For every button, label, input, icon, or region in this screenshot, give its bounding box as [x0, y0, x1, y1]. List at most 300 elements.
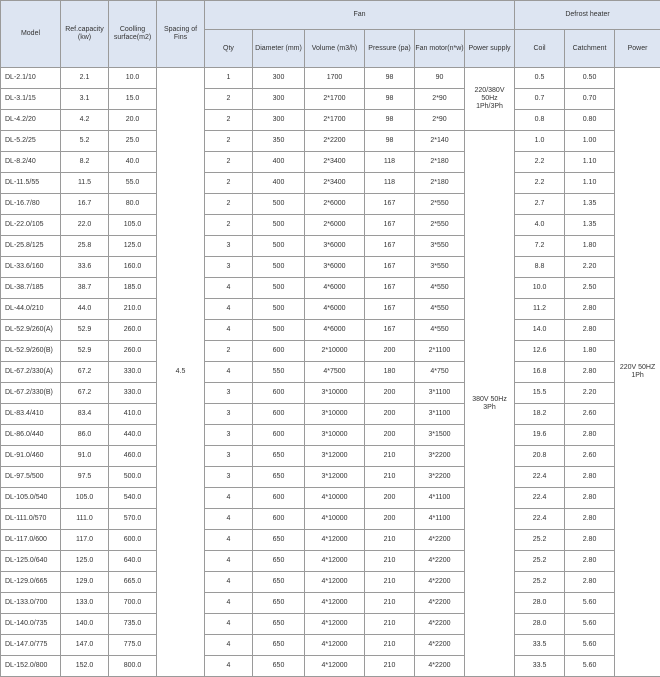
cell-fan-motor: 4*1100 — [415, 488, 465, 509]
cell-defrost-coil: 22.4 — [515, 488, 565, 509]
cell-ref-capacity: 4.2 — [61, 110, 109, 131]
cell-fan-qty: 2 — [205, 173, 253, 194]
cell-model: DL-105.0/540 — [1, 488, 61, 509]
cell-fan-volume: 4*6000 — [305, 278, 365, 299]
cell-model: DL-133.0/700 — [1, 593, 61, 614]
cell-defrost-catchment: 5.60 — [565, 614, 615, 635]
cell-fan-qty: 3 — [205, 446, 253, 467]
cell-fan-volume: 4*12000 — [305, 593, 365, 614]
cell-ref-capacity: 5.2 — [61, 131, 109, 152]
cell-model: DL-44.0/210 — [1, 299, 61, 320]
cell-cooling-surface: 260.0 — [109, 341, 157, 362]
cell-ref-capacity: 44.0 — [61, 299, 109, 320]
cell-fan-volume: 3*12000 — [305, 446, 365, 467]
cell-fan-motor: 4*2200 — [415, 572, 465, 593]
cell-fan-diameter: 600 — [253, 404, 305, 425]
cell-model: DL-83.4/410 — [1, 404, 61, 425]
cell-fan-qty: 4 — [205, 614, 253, 635]
cell-fan-qty: 2 — [205, 341, 253, 362]
cell-fan-pressure: 200 — [365, 404, 415, 425]
cell-fan-motor: 2*180 — [415, 152, 465, 173]
cell-fan-diameter: 500 — [253, 299, 305, 320]
cell-defrost-catchment: 0.70 — [565, 89, 615, 110]
cell-defrost-coil: 14.0 — [515, 320, 565, 341]
cell-fan-motor: 2*180 — [415, 173, 465, 194]
cell-fan-diameter: 650 — [253, 551, 305, 572]
cell-defrost-catchment: 2.80 — [565, 320, 615, 341]
table-row — [1, 236, 660, 257]
cell-cooling-surface: 40.0 — [109, 152, 157, 173]
cell-fan-pressure: 210 — [365, 635, 415, 656]
cell-fan-pressure: 167 — [365, 278, 415, 299]
header-defrost-group: Defrost heater — [515, 1, 660, 30]
cell-fan-qty: 4 — [205, 509, 253, 530]
cell-fan-diameter: 600 — [253, 488, 305, 509]
cell-fan-volume: 3*10000 — [305, 425, 365, 446]
cell-fan-pressure: 200 — [365, 425, 415, 446]
cell-model: DL-152.0/800 — [1, 656, 61, 677]
table-row — [1, 131, 660, 152]
cell-fan-qty: 2 — [205, 131, 253, 152]
table-row — [1, 341, 660, 362]
cell-fan-diameter: 650 — [253, 446, 305, 467]
cell-model: DL-52.9/260(B) — [1, 341, 61, 362]
cell-defrost-catchment: 2.80 — [565, 551, 615, 572]
cell-defrost-catchment: 1.35 — [565, 194, 615, 215]
cell-cooling-surface: 665.0 — [109, 572, 157, 593]
cell-fan-qty: 4 — [205, 551, 253, 572]
cell-fan-motor: 4*750 — [415, 362, 465, 383]
table-row — [1, 446, 660, 467]
cell-model: DL-147.0/775 — [1, 635, 61, 656]
cell-model: DL-125.0/640 — [1, 551, 61, 572]
cell-ref-capacity: 3.1 — [61, 89, 109, 110]
cell-fan-pressure: 98 — [365, 110, 415, 131]
cell-fan-pressure: 167 — [365, 257, 415, 278]
header-fan-volume: Volume (m3/h) — [305, 30, 365, 68]
cell-fan-qty: 3 — [205, 236, 253, 257]
table-row — [1, 194, 660, 215]
cell-fan-motor: 3*2200 — [415, 467, 465, 488]
cell-defrost-coil: 1.0 — [515, 131, 565, 152]
cell-ref-capacity: 133.0 — [61, 593, 109, 614]
cell-fan-diameter: 500 — [253, 236, 305, 257]
cell-fan-pressure: 118 — [365, 173, 415, 194]
cell-defrost-catchment: 5.60 — [565, 635, 615, 656]
cell-fan-diameter: 400 — [253, 173, 305, 194]
cell-cooling-surface: 260.0 — [109, 320, 157, 341]
header-cooling-surface: Coolling surface(m2) — [109, 1, 157, 68]
cell-ref-capacity: 152.0 — [61, 656, 109, 677]
header-fan-diameter: Diameter (mm) — [253, 30, 305, 68]
cell-defrost-catchment: 2.80 — [565, 572, 615, 593]
cell-fan-diameter: 650 — [253, 656, 305, 677]
cell-fan-qty: 4 — [205, 362, 253, 383]
cell-fan-motor: 2*550 — [415, 215, 465, 236]
cell-fan-volume: 2*2200 — [305, 131, 365, 152]
header-defrost-coil: Coil — [515, 30, 565, 68]
cell-fan-volume: 3*6000 — [305, 236, 365, 257]
cell-defrost-coil: 25.2 — [515, 530, 565, 551]
cell-defrost-catchment: 1.00 — [565, 131, 615, 152]
cell-fan-qty: 2 — [205, 215, 253, 236]
cell-fan-motor: 2*140 — [415, 131, 465, 152]
header-model: Model — [1, 1, 61, 68]
header-fan-group: Fan — [205, 1, 515, 30]
table-row — [1, 656, 660, 677]
table-row — [1, 509, 660, 530]
cell-fan-pressure: 200 — [365, 383, 415, 404]
header-fan-qty: Qty — [205, 30, 253, 68]
cell-fan-volume: 2*6000 — [305, 194, 365, 215]
cell-cooling-surface: 330.0 — [109, 383, 157, 404]
cell-fan-pressure: 210 — [365, 656, 415, 677]
cell-defrost-coil: 11.2 — [515, 299, 565, 320]
cell-defrost-catchment: 2.50 — [565, 278, 615, 299]
header-fin-spacing: Spacing of Fins — [157, 1, 205, 68]
table-row — [1, 173, 660, 194]
table-row — [1, 362, 660, 383]
cell-fan-diameter: 550 — [253, 362, 305, 383]
cell-ref-capacity: 97.5 — [61, 467, 109, 488]
cell-fan-diameter: 300 — [253, 68, 305, 89]
cell-fan-pressure: 167 — [365, 194, 415, 215]
cell-defrost-coil: 0.8 — [515, 110, 565, 131]
cell-fan-diameter: 600 — [253, 509, 305, 530]
cell-fan-motor: 90 — [415, 68, 465, 89]
cell-fan-pressure: 167 — [365, 236, 415, 257]
cell-defrost-catchment: 2.80 — [565, 362, 615, 383]
cell-defrost-coil: 16.8 — [515, 362, 565, 383]
cell-fan-motor: 4*550 — [415, 278, 465, 299]
header-fan-motor: Fan motor(n*w) — [415, 30, 465, 68]
cell-model: DL-111.0/570 — [1, 509, 61, 530]
header-ref-capacity: Ref.capacity (kw) — [61, 1, 109, 68]
cell-ref-capacity: 2.1 — [61, 68, 109, 89]
cell-cooling-surface: 440.0 — [109, 425, 157, 446]
cell-ref-capacity: 67.2 — [61, 362, 109, 383]
cell-fan-pressure: 200 — [365, 341, 415, 362]
cell-defrost-catchment: 2.80 — [565, 425, 615, 446]
table-row — [1, 404, 660, 425]
cell-fan-pressure: 200 — [365, 488, 415, 509]
cell-ref-capacity: 25.8 — [61, 236, 109, 257]
cell-model: DL-25.8/125 — [1, 236, 61, 257]
table-row — [1, 530, 660, 551]
cell-fan-volume: 4*12000 — [305, 572, 365, 593]
cell-fan-pressure: 200 — [365, 509, 415, 530]
cell-fan-pressure: 210 — [365, 467, 415, 488]
table-row — [1, 467, 660, 488]
cell-model: DL-8.2/40 — [1, 152, 61, 173]
cell-fan-pressure: 98 — [365, 131, 415, 152]
cell-fan-volume: 3*6000 — [305, 257, 365, 278]
cell-fan-qty: 4 — [205, 278, 253, 299]
cell-defrost-coil: 0.7 — [515, 89, 565, 110]
cell-ref-capacity: 147.0 — [61, 635, 109, 656]
cell-fan-volume: 4*12000 — [305, 551, 365, 572]
cell-fan-pressure: 210 — [365, 551, 415, 572]
cell-fan-volume: 3*12000 — [305, 467, 365, 488]
cell-model: DL-117.0/600 — [1, 530, 61, 551]
cell-fan-diameter: 650 — [253, 572, 305, 593]
cell-ref-capacity: 33.6 — [61, 257, 109, 278]
cell-cooling-surface: 460.0 — [109, 446, 157, 467]
cell-defrost-coil: 2.2 — [515, 152, 565, 173]
cell-fan-motor: 3*550 — [415, 236, 465, 257]
cell-model: DL-52.9/260(A) — [1, 320, 61, 341]
cell-model: DL-129.0/665 — [1, 572, 61, 593]
cell-defrost-catchment: 2.60 — [565, 404, 615, 425]
cell-cooling-surface: 500.0 — [109, 467, 157, 488]
cell-fan-diameter: 500 — [253, 194, 305, 215]
cell-fan-motor: 3*550 — [415, 257, 465, 278]
cell-fan-diameter: 650 — [253, 467, 305, 488]
cell-ref-capacity: 52.9 — [61, 341, 109, 362]
table-row — [1, 593, 660, 614]
cell-cooling-surface: 775.0 — [109, 635, 157, 656]
cell-model: DL-97.5/500 — [1, 467, 61, 488]
cell-fan-qty: 3 — [205, 425, 253, 446]
cell-fan-diameter: 500 — [253, 257, 305, 278]
table-body — [1, 68, 660, 677]
cell-defrost-coil: 33.5 — [515, 635, 565, 656]
cell-defrost-coil: 7.2 — [515, 236, 565, 257]
cell-fan-qty: 2 — [205, 152, 253, 173]
cell-fan-pressure: 210 — [365, 572, 415, 593]
cell-fan-volume: 1700 — [305, 68, 365, 89]
cell-fan-qty: 1 — [205, 68, 253, 89]
cell-defrost-catchment: 1.10 — [565, 173, 615, 194]
cell-defrost-catchment: 0.80 — [565, 110, 615, 131]
table-row — [1, 383, 660, 404]
cell-fan-diameter: 500 — [253, 215, 305, 236]
cell-defrost-catchment: 1.10 — [565, 152, 615, 173]
table-row — [1, 572, 660, 593]
cell-defrost-coil: 2.7 — [515, 194, 565, 215]
cell-fan-pressure: 118 — [365, 152, 415, 173]
cell-cooling-surface: 160.0 — [109, 257, 157, 278]
cell-defrost-coil: 22.4 — [515, 509, 565, 530]
table-row — [1, 488, 660, 509]
cell-fan-diameter: 400 — [253, 152, 305, 173]
cell-cooling-surface: 700.0 — [109, 593, 157, 614]
cell-fan-pressure: 180 — [365, 362, 415, 383]
cell-fan-qty: 4 — [205, 593, 253, 614]
cell-fan-qty: 3 — [205, 257, 253, 278]
cell-defrost-catchment: 1.80 — [565, 341, 615, 362]
cell-fan-diameter: 650 — [253, 635, 305, 656]
cell-ref-capacity: 125.0 — [61, 551, 109, 572]
cell-ref-capacity: 8.2 — [61, 152, 109, 173]
cell-ref-capacity: 117.0 — [61, 530, 109, 551]
cell-model: DL-140.0/735 — [1, 614, 61, 635]
cell-fan-qty: 4 — [205, 530, 253, 551]
cell-fan-volume: 2*6000 — [305, 215, 365, 236]
defrost-power-cell: 220V 50HZ 1Ph — [615, 68, 660, 677]
cell-fan-volume: 4*6000 — [305, 320, 365, 341]
cell-defrost-catchment: 2.80 — [565, 299, 615, 320]
cell-fan-diameter: 650 — [253, 614, 305, 635]
cell-fan-diameter: 650 — [253, 593, 305, 614]
cell-cooling-surface: 410.0 — [109, 404, 157, 425]
header-defrost-catchment: Catchment — [565, 30, 615, 68]
cell-fan-diameter: 300 — [253, 89, 305, 110]
cell-fan-volume: 3*10000 — [305, 383, 365, 404]
cell-ref-capacity: 52.9 — [61, 320, 109, 341]
cell-fan-motor: 4*1100 — [415, 509, 465, 530]
cell-fan-diameter: 500 — [253, 278, 305, 299]
cell-fan-pressure: 167 — [365, 320, 415, 341]
cell-fan-pressure: 98 — [365, 68, 415, 89]
cell-ref-capacity: 83.4 — [61, 404, 109, 425]
cell-fan-volume: 2*10000 — [305, 341, 365, 362]
table-row — [1, 110, 660, 131]
cell-fan-diameter: 650 — [253, 530, 305, 551]
cell-model: DL-5.2/25 — [1, 131, 61, 152]
cell-defrost-coil: 33.5 — [515, 656, 565, 677]
cell-defrost-catchment: 5.60 — [565, 656, 615, 677]
cell-model: DL-22.0/105 — [1, 215, 61, 236]
table-row — [1, 425, 660, 446]
cell-model: DL-4.2/20 — [1, 110, 61, 131]
cell-fan-qty: 2 — [205, 194, 253, 215]
header-defrost-power: Power — [615, 30, 660, 68]
cell-fan-motor: 3*1500 — [415, 425, 465, 446]
cell-cooling-surface: 185.0 — [109, 278, 157, 299]
cell-fan-qty: 4 — [205, 656, 253, 677]
cell-defrost-coil: 25.2 — [515, 551, 565, 572]
cell-cooling-surface: 105.0 — [109, 215, 157, 236]
cell-fan-motor: 4*2200 — [415, 551, 465, 572]
cell-fan-qty: 2 — [205, 89, 253, 110]
cell-defrost-coil: 18.2 — [515, 404, 565, 425]
cell-cooling-surface: 210.0 — [109, 299, 157, 320]
cell-ref-capacity: 22.0 — [61, 215, 109, 236]
cell-model: DL-16.7/80 — [1, 194, 61, 215]
cell-cooling-surface: 600.0 — [109, 530, 157, 551]
table-row — [1, 257, 660, 278]
cell-fan-motor: 3*1100 — [415, 404, 465, 425]
cell-defrost-catchment: 2.80 — [565, 530, 615, 551]
table-row — [1, 551, 660, 572]
cell-fan-diameter: 600 — [253, 425, 305, 446]
cell-fan-volume: 4*12000 — [305, 656, 365, 677]
cell-fan-volume: 2*3400 — [305, 152, 365, 173]
cell-model: DL-38.7/185 — [1, 278, 61, 299]
cell-defrost-catchment: 2.20 — [565, 383, 615, 404]
table-row — [1, 635, 660, 656]
cell-model: DL-91.0/460 — [1, 446, 61, 467]
cell-fan-qty: 3 — [205, 404, 253, 425]
cell-defrost-coil: 28.0 — [515, 614, 565, 635]
cell-defrost-catchment: 2.60 — [565, 446, 615, 467]
cell-fan-pressure: 210 — [365, 530, 415, 551]
cell-defrost-catchment: 2.20 — [565, 257, 615, 278]
table-row — [1, 320, 660, 341]
fan-power-supply-1ph-cell: 220/380V 50Hz 1Ph/3Ph — [465, 68, 515, 131]
cell-defrost-coil: 12.6 — [515, 341, 565, 362]
cell-ref-capacity: 38.7 — [61, 278, 109, 299]
cell-fan-volume: 2*3400 — [305, 173, 365, 194]
cell-defrost-coil: 19.6 — [515, 425, 565, 446]
cell-fan-diameter: 600 — [253, 383, 305, 404]
cell-fan-qty: 3 — [205, 467, 253, 488]
cell-ref-capacity: 105.0 — [61, 488, 109, 509]
cell-fan-qty: 4 — [205, 320, 253, 341]
cell-defrost-coil: 4.0 — [515, 215, 565, 236]
cell-fan-pressure: 210 — [365, 446, 415, 467]
cell-fan-qty: 4 — [205, 572, 253, 593]
cell-model: DL-3.1/15 — [1, 89, 61, 110]
cell-defrost-coil: 0.5 — [515, 68, 565, 89]
cell-defrost-coil: 8.8 — [515, 257, 565, 278]
cell-cooling-surface: 570.0 — [109, 509, 157, 530]
cell-cooling-surface: 20.0 — [109, 110, 157, 131]
cell-ref-capacity: 11.5 — [61, 173, 109, 194]
cell-fan-pressure: 210 — [365, 593, 415, 614]
cell-model: DL-67.2/330(A) — [1, 362, 61, 383]
table-row — [1, 89, 660, 110]
cell-fan-motor: 2*1100 — [415, 341, 465, 362]
cell-model: DL-86.0/440 — [1, 425, 61, 446]
cell-fan-qty: 3 — [205, 383, 253, 404]
cell-fan-volume: 4*10000 — [305, 509, 365, 530]
cell-fan-volume: 2*1700 — [305, 110, 365, 131]
cell-cooling-surface: 540.0 — [109, 488, 157, 509]
header-fan-power-supply: Power supply — [465, 30, 515, 68]
cell-ref-capacity: 91.0 — [61, 446, 109, 467]
table-row — [1, 299, 660, 320]
cell-model: DL-33.6/160 — [1, 257, 61, 278]
cell-fan-diameter: 600 — [253, 341, 305, 362]
cell-defrost-coil: 20.8 — [515, 446, 565, 467]
cell-fan-qty: 2 — [205, 110, 253, 131]
cell-fan-qty: 4 — [205, 635, 253, 656]
cell-model: DL-11.5/55 — [1, 173, 61, 194]
cell-fan-motor: 4*550 — [415, 320, 465, 341]
cell-fan-pressure: 98 — [365, 89, 415, 110]
cell-cooling-surface: 125.0 — [109, 236, 157, 257]
cell-ref-capacity: 111.0 — [61, 509, 109, 530]
cell-defrost-coil: 2.2 — [515, 173, 565, 194]
cell-fan-motor: 4*2200 — [415, 530, 465, 551]
cell-fan-pressure: 210 — [365, 614, 415, 635]
table-row — [1, 152, 660, 173]
cell-fan-motor: 2*550 — [415, 194, 465, 215]
table-row — [1, 215, 660, 236]
table-row — [1, 68, 660, 89]
cell-fan-volume: 4*12000 — [305, 530, 365, 551]
cell-fan-qty: 4 — [205, 488, 253, 509]
cell-defrost-catchment: 5.60 — [565, 593, 615, 614]
cell-fan-diameter: 350 — [253, 131, 305, 152]
cell-defrost-catchment: 1.35 — [565, 215, 615, 236]
cell-ref-capacity: 140.0 — [61, 614, 109, 635]
cell-cooling-surface: 55.0 — [109, 173, 157, 194]
cell-defrost-catchment: 0.50 — [565, 68, 615, 89]
cell-fan-motor: 2*90 — [415, 110, 465, 131]
cell-cooling-surface: 800.0 — [109, 656, 157, 677]
cell-model: DL-67.2/330(B) — [1, 383, 61, 404]
header-fan-pressure: Pressure (pa) — [365, 30, 415, 68]
cell-fan-diameter: 500 — [253, 320, 305, 341]
fan-power-supply-3ph-cell: 380V 50Hz 3Ph — [465, 131, 515, 677]
cell-fan-motor: 4*2200 — [415, 635, 465, 656]
cell-ref-capacity: 67.2 — [61, 383, 109, 404]
cell-fan-volume: 4*12000 — [305, 635, 365, 656]
cell-fan-motor: 4*2200 — [415, 593, 465, 614]
